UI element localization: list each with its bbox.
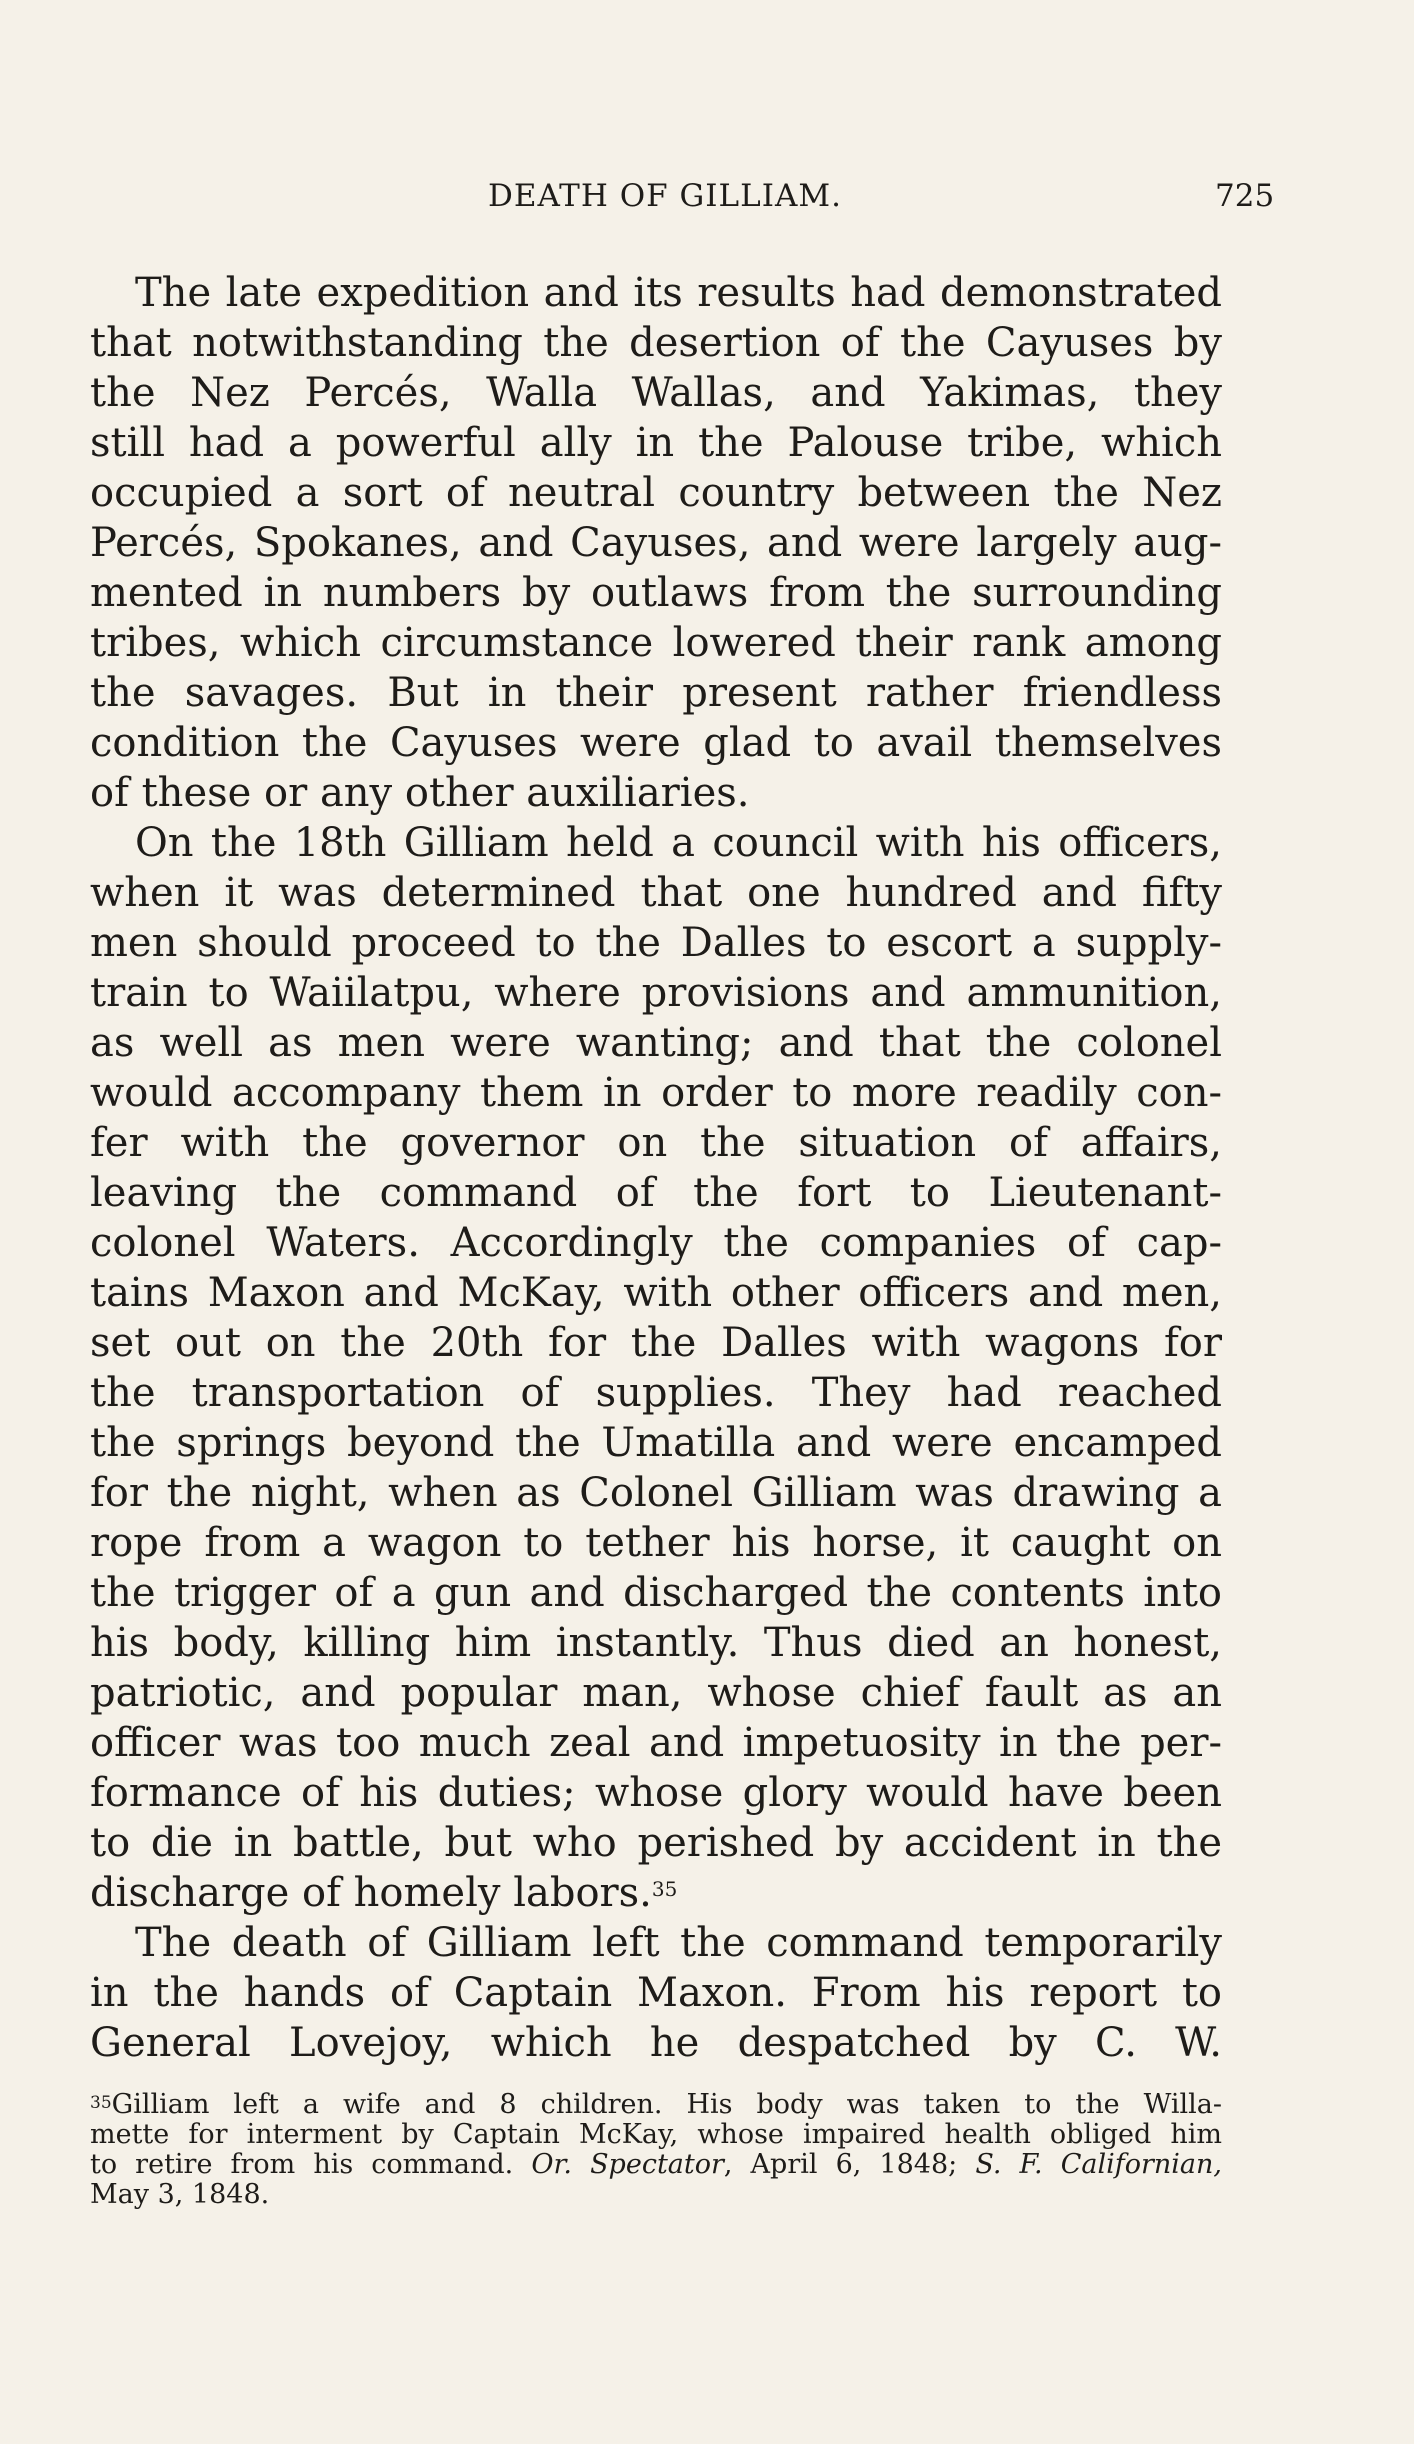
text-line: On the 18th Gilliam held a council with his officers, [135,820,1222,866]
text-line: The late expedition and its results had demonstrated [135,270,1222,316]
footnote-line [90,2150,1222,2180]
text-line: as well as men were wanting; and that the colonel [90,1020,1222,1066]
footnote-line-content: to retire from his command. [90,2149,514,2180]
footnote-line-content: Gilliam left a wife and 8 children. His body was taken to the Willa- [111,2089,1222,2120]
text-line: the savages. But in their present rather friendless [90,670,1222,716]
text-line: set out on the 20th for the Dalles with wagons for [90,1320,1222,1366]
source-title: Spectator [590,2149,724,2180]
text-line: the trigger of a gun and discharged the contents into [90,1570,1222,1616]
text-line: rope from a wagon to tether his horse, it caught on [90,1520,1222,1566]
text-line-content: discharge of homely labors. [90,1870,652,1916]
footnote-line: mette for interment by Captain McKay, whose impaired health obliged him [90,2119,1222,2150]
text-line: men should proceed to the Dalles to escort a supply- [90,920,1222,966]
text-line: when it was determined that one hundred and fifty [90,870,1222,916]
text-line: Percés, Spokanes, and Cayuses, and were largely aug- [90,520,1222,566]
text-line: the springs beyond the Umatilla and were encamped [90,1420,1222,1466]
source2-title: Californian, [1060,2149,1222,2180]
source-date: , April 6, 1848; [723,2149,958,2180]
text-line: condition the Cayuses were glad to avail themselves [90,720,1222,766]
text-line: fer with the governor on the situation of affairs, [90,1120,1222,1166]
text-line: his body, killing him instantly. Thus died an honest, [90,1620,1222,1666]
text-line: of these or any other auxiliaries. [90,770,750,816]
text-line: officer was too much zeal and impetuosity in the per- [90,1720,1222,1766]
footnote-line [90,2090,1222,2120]
text-line: still had a powerful ally in the Palouse tribe, which [90,420,1222,466]
text-line: mented in numbers by outlaws from the surrounding [90,570,1222,616]
text-line: the transportation of supplies. They had reached [90,1370,1222,1416]
text-line-with-footnote-ref [90,1866,1222,1920]
text-line: tribes, which circumstance lowered their rank among [90,620,1222,666]
text-line: for the night, when as Colonel Gilliam was drawing a [90,1470,1222,1516]
footnote-line: May 3, 1848. [90,2179,270,2210]
footnote-number: 35 [90,2093,112,2113]
text-line: to die in battle, but who perished by accident in the [90,1820,1222,1866]
text-line: colonel Waters. Accordingly the companies of cap- [90,1220,1222,1266]
text-line: that notwithstanding the desertion of the Cayuses by [90,320,1222,366]
footnote-reference: 35 [651,1877,678,1901]
text-line: patriotic, and popular man, whose chief fault as an [90,1670,1222,1716]
text-line: formance of his duties; whose glory would have been [90,1770,1222,1816]
text-line: General Lovejoy, which he despatched by C. W. [90,2020,1222,2066]
text-line: occupied a sort of neutral country between the Nez [90,470,1222,516]
running-head: DEATH OF GILLIAM. [488,178,842,214]
source-prefix: Or. [531,2149,572,2180]
text-line: leaving the command of the fort to Lieutenant- [90,1170,1222,1216]
text-line: would accompany them in order to more readily con- [90,1070,1222,1116]
source2-prefix: S. F. [975,2149,1043,2180]
text-line: tains Maxon and McKay, with other officers and men, [90,1270,1222,1316]
text-line: in the hands of Captain Maxon. From his report to [90,1970,1222,2016]
text-line: The death of Gilliam left the command temporarily [135,1920,1222,1966]
text-line: the Nez Percés, Walla Wallas, and Yakimas, they [90,370,1222,416]
text-line: train to Waiilatpu, where provisions and ammunition, [90,970,1222,1016]
page-number: 725 [1215,178,1275,214]
